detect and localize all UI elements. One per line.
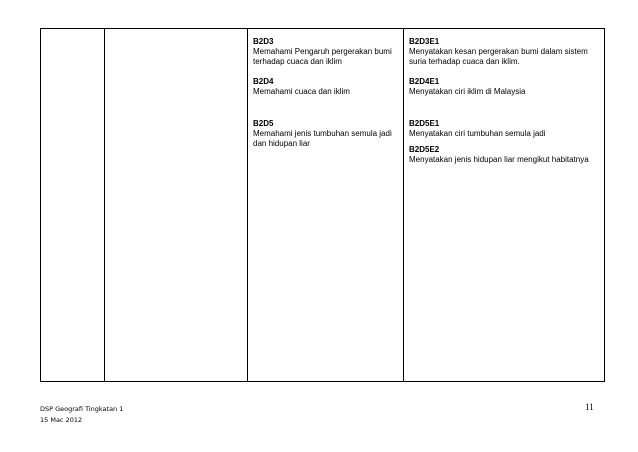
evidence-b2d4e1 [409, 77, 599, 97]
evidence-desc: Menyatakan ciri iklim di Malaysia [409, 87, 526, 96]
standard-desc: Memahami Pengaruh pergerakan bumi terhadap cuaca dan iklim [253, 47, 392, 66]
evidence-desc: Menyatakan jenis hidupan liar mengikut habitatnya [409, 155, 589, 164]
standard-desc: Memahami jenis tumbuhan semula jadi dan hidupan liar [253, 129, 392, 148]
standard-b2d3 [253, 37, 398, 67]
empty-cell-2 [105, 29, 248, 382]
standard-b2d4 [253, 77, 398, 97]
footer-date: 15 Mac 2012 [40, 416, 83, 424]
page-number: 11 [585, 402, 594, 412]
evidence-desc: Menyatakan kesan pergerakan bumi dalam sistem suria terhadap cuaca dan iklim. [409, 47, 588, 66]
evidence-code: B2D3E1 [409, 37, 440, 46]
standard-code: B2D4 [253, 77, 274, 86]
evidence-code: B2D4E1 [409, 77, 440, 86]
evidence-cell [404, 29, 605, 382]
document-table [40, 28, 605, 382]
evidence-b2d3e1 [409, 37, 599, 67]
table-row [41, 29, 605, 382]
empty-cell-1 [41, 29, 105, 382]
evidence-b2d5e1 [409, 119, 599, 139]
standards-cell [248, 29, 404, 382]
standard-desc: Memahami cuaca dan iklim [253, 87, 350, 96]
standard-code: B2D3 [253, 37, 274, 46]
evidence-b2d5e2 [409, 145, 599, 165]
evidence-desc: Menyatakan ciri tumbuhan semula jadi [409, 129, 546, 138]
standard-b2d5 [253, 119, 398, 149]
standard-code: B2D5 [253, 119, 274, 128]
evidence-code: B2D5E1 [409, 119, 440, 128]
evidence-code: B2D5E2 [409, 145, 440, 154]
footer-left [40, 404, 123, 426]
footer-doc-title: DSP Geografi Tingkatan 1 [40, 405, 124, 413]
